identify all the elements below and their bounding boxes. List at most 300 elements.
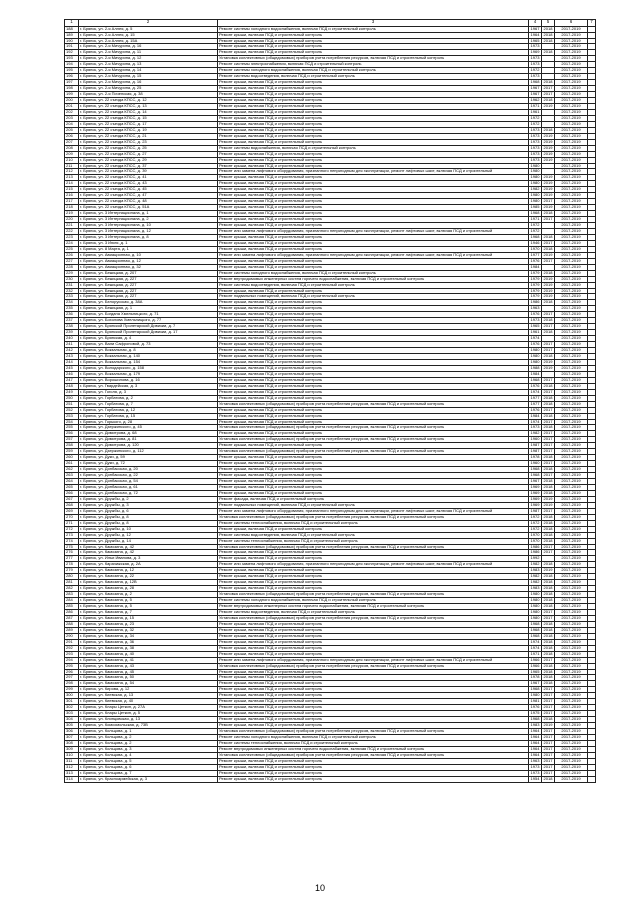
row-last-repair: 2019 bbox=[542, 157, 555, 163]
row-work-type: Ремонт крыши, включая ПСД и строительный контроль bbox=[218, 240, 529, 246]
row-work-type: Ремонт крыши, включая ПСД и строительный контроль bbox=[218, 234, 529, 240]
row-work-type: Ремонт крыши, включая ПСД и строительный контроль bbox=[218, 354, 529, 360]
row-address: г. Брянск, ул. 22 съезда КПСС, д. 51А bbox=[79, 205, 218, 211]
row-address: г. Брянск, ул. Клары Цеткин, д. 27А bbox=[79, 705, 218, 711]
row-period: 2017-2019 bbox=[555, 514, 588, 520]
row-work-type: Ремонт системы холодного водоснабжения, включая ПСД и строительный контроль bbox=[218, 68, 529, 74]
row-work-type: Ремонт крыши, включая ПСД и строительный контроль bbox=[218, 407, 529, 413]
row-period: 2017-2019 bbox=[555, 115, 588, 121]
row-work-type: Ремонт системы холодного водоснабжения, включая ПСД и строительный контроль bbox=[218, 735, 529, 741]
row-period: 2017-2019 bbox=[555, 455, 588, 461]
row-address: г. Брянск, ул. Донбасская, д. 22 bbox=[79, 473, 218, 479]
row-number: 273 bbox=[65, 532, 79, 538]
row-year-built: 1972 bbox=[529, 229, 542, 235]
row-period: 2017-2019 bbox=[555, 151, 588, 157]
row-work-type: Ремонт крыши, включая ПСД и строительный контроль bbox=[218, 365, 529, 371]
row-number: 296 bbox=[65, 669, 79, 675]
row-address: г. Брянск, ул. Гвардейская, д. 3 bbox=[79, 383, 218, 389]
row-last-repair: 2018 bbox=[542, 484, 555, 490]
row-year-built: 1979 bbox=[529, 294, 542, 300]
header-cell: 3 bbox=[218, 20, 529, 27]
row-last-repair: 2017 bbox=[542, 431, 555, 437]
row-last-repair: 2018 bbox=[542, 562, 555, 568]
row-address: г. Брянск, ул. Авиационная, д. 32 bbox=[79, 264, 218, 270]
row-last-repair: 2019 bbox=[542, 175, 555, 181]
row-last-repair: 2018 bbox=[542, 38, 555, 44]
row-last-repair: 2018 bbox=[542, 645, 555, 651]
row-number: 256 bbox=[65, 431, 79, 437]
row-period: 2017-2019 bbox=[555, 270, 588, 276]
row-year-built: 1976 bbox=[529, 312, 542, 318]
row-address: г. Брянск, ул. Камозина, д. 2 bbox=[79, 592, 218, 598]
row-last-repair: 2018 bbox=[542, 514, 555, 520]
row-period: 2017-2019 bbox=[555, 467, 588, 473]
row-period: 2017-2019 bbox=[555, 699, 588, 705]
row-number: 239 bbox=[65, 330, 79, 336]
row-last-repair: 2018 bbox=[542, 490, 555, 496]
row-number: 249 bbox=[65, 389, 79, 395]
row-last-repair: 2018 bbox=[542, 598, 555, 604]
row-work-type: Ремонт или замена лифтового оборудования, признанного непригодным для эксплуатации, ремонт лифтовых шахт, включая ПСД и строительный bbox=[218, 252, 529, 258]
row-number: 265 bbox=[65, 484, 79, 490]
row-number: 210 bbox=[65, 157, 79, 163]
row-address: г. Брянск, ул. Дружбы, д. 10 bbox=[79, 526, 218, 532]
row-number: 311 bbox=[65, 758, 79, 764]
row-address: г. Брянск, ул. 2-я Мичурина, д. 13 bbox=[79, 62, 218, 68]
row-address: г. Брянск, ул. 22 съезда КПСС, д. 23 bbox=[79, 139, 218, 145]
row-work-type: Ремонт крыши, включая ПСД и строительный контроль bbox=[218, 699, 529, 705]
row-period: 2017-2019 bbox=[555, 568, 588, 574]
row-work-type: Ремонт системы холодного водоснабжения, включая ПСД и строительный контроль bbox=[218, 598, 529, 604]
row-last-repair: 2018 bbox=[542, 669, 555, 675]
row-work-type: Ремонт крыши, включая ПСД и строительный контроль bbox=[218, 330, 529, 336]
row-number: 208 bbox=[65, 145, 79, 151]
row-period: 2017-2019 bbox=[555, 490, 588, 496]
row-year-built: 1980 bbox=[529, 693, 542, 699]
row-work-type: Ремонт крыши, включая ПСД и строительный контроль bbox=[218, 717, 529, 723]
row-number: 257 bbox=[65, 437, 79, 443]
row-last-repair: 2018 bbox=[542, 639, 555, 645]
row-year-built: 1980 bbox=[529, 199, 542, 205]
row-period: 2017-2019 bbox=[555, 746, 588, 752]
row-period: 2017-2019 bbox=[555, 610, 588, 616]
row-number: 229 bbox=[65, 270, 79, 276]
row-period: 2017-2019 bbox=[555, 723, 588, 729]
row-year-built: 1966 bbox=[529, 657, 542, 663]
row-period: 2017-2019 bbox=[555, 74, 588, 80]
row-address: г. Брянск, ул. 22 съезда КПСС, д. 43 bbox=[79, 181, 218, 187]
row-number: 304 bbox=[65, 717, 79, 723]
row-address: г. Брянск, ул. Кольцова, д. 3 bbox=[79, 746, 218, 752]
row-last-repair: 2018 bbox=[542, 675, 555, 681]
row-period: 2017-2019 bbox=[555, 252, 588, 258]
row-address: г. Брянск, ул. Красноармейская, д. 3 bbox=[79, 776, 218, 782]
row-work-type: Ремонт крыши, включая ПСД и строительный контроль bbox=[218, 175, 529, 181]
row-last-repair: 2018 bbox=[542, 318, 555, 324]
row-number: 252 bbox=[65, 407, 79, 413]
row-address: г. Брянск, ул. Комсомольская, д. 73В bbox=[79, 723, 218, 729]
row-period: 2017-2019 bbox=[555, 693, 588, 699]
row-number: 286 bbox=[65, 610, 79, 616]
row-work-type: Ремонт крыши, включая ПСД и строительный контроль bbox=[218, 199, 529, 205]
row-last-repair: 2017 bbox=[542, 544, 555, 550]
row-work-type: Ремонт крыши, включая ПСД и строительный контроль bbox=[218, 80, 529, 86]
row-last-repair: 2018 bbox=[542, 26, 555, 32]
row-work-type: Установка коллективных (общедомовых) приборов учета потребления ресурсов, включая ПСД и строительный контроль bbox=[218, 663, 529, 669]
row-address: г. Брянск, ул. Дружбы, д. 3 bbox=[79, 502, 218, 508]
row-address: г. Брянск, ул. Горбатова, д. 2 bbox=[79, 395, 218, 401]
row-address: г. Брянск, ул. Кольцова, д. 6 bbox=[79, 764, 218, 770]
row-period: 2017-2019 bbox=[555, 359, 588, 365]
row-address: г. Брянск, ул. 22 съезда КПСС, д. 39 bbox=[79, 169, 218, 175]
row-address: г. Брянск, ул. Дружбы, д. 12 bbox=[79, 532, 218, 538]
row-number: 274 bbox=[65, 538, 79, 544]
row-period: 2017-2019 bbox=[555, 401, 588, 407]
row-number: 303 bbox=[65, 711, 79, 717]
row-year-built: 1973 bbox=[529, 62, 542, 68]
page-number: 10 bbox=[314, 883, 325, 893]
row-year-built: 1960 bbox=[529, 437, 542, 443]
row-address: г. Брянск, ул. Камозина, д. 42 bbox=[79, 544, 218, 550]
row-last-repair: 2019 bbox=[542, 139, 555, 145]
row-work-type: Ремонт системы водоотведения, включая ПСД и строительный контроль bbox=[218, 74, 529, 80]
row-address: г. Брянск, ул. Донбасская, д. 20 bbox=[79, 467, 218, 473]
row-work-type: Ремонт крыши, включая ПСД и строительный контроль bbox=[218, 776, 529, 782]
row-number: 275 bbox=[65, 544, 79, 550]
row-period: 2017-2019 bbox=[555, 217, 588, 223]
row-number: 253 bbox=[65, 413, 79, 419]
row-last-repair: 2018 bbox=[542, 455, 555, 461]
row-number: 268 bbox=[65, 502, 79, 508]
row-address: г. Брянск, ул. 2-я Мичурина, д. 16 bbox=[79, 44, 218, 50]
row-address: г. Брянск, ул. Димитрова, д. 68 bbox=[79, 431, 218, 437]
row-period: 2017-2019 bbox=[555, 223, 588, 229]
row-number: 241 bbox=[65, 342, 79, 348]
row-address: г. Брянск, ул. Киевская, д. 13 bbox=[79, 693, 218, 699]
row-address: г. Брянск, ул. 2-я Мичурина, д. 25 bbox=[79, 86, 218, 92]
row-work-type: Ремонт крыши, включая ПСД и строительный контроль bbox=[218, 669, 529, 675]
row-number: 287 bbox=[65, 615, 79, 621]
row-address: г. Брянск, ул. Кольцова, д. 5 bbox=[79, 758, 218, 764]
row-last-repair: 2018 bbox=[542, 467, 555, 473]
row-number: 254 bbox=[65, 419, 79, 425]
row-address: г. Брянск, ул. 3 Интернационала, д. 1 bbox=[79, 211, 218, 217]
row-period: 2017-2019 bbox=[555, 288, 588, 294]
row-work-type: Ремонт крыши, включая ПСД и строительный контроль bbox=[218, 38, 529, 44]
row-number: 204 bbox=[65, 121, 79, 127]
row-work-type: Ремонт или замена лифтового оборудования, признанного непригодным для эксплуатации, ремонт лифтовых шахт, включая ПСД и строительный bbox=[218, 562, 529, 568]
row-period: 2017-2019 bbox=[555, 199, 588, 205]
row-period: 2017-2019 bbox=[555, 175, 588, 181]
row-address: г. Брянск, ул. Камозина, д. 22 bbox=[79, 574, 218, 580]
row-work-type: Ремонт крыши, включая ПСД и строительный контроль bbox=[218, 217, 529, 223]
row-last-repair: 2018 bbox=[542, 621, 555, 627]
row-work-type: Ремонт крыши, включая ПСД и строительный контроль bbox=[218, 133, 529, 139]
row-last-repair: 2018 bbox=[542, 246, 555, 252]
row-number: 248 bbox=[65, 383, 79, 389]
row-address: г. Брянск, ул. 2-я Аллея, д. 15А bbox=[79, 38, 218, 44]
row-work-type: Ремонт крыши, включая ПСД и строительный контроль bbox=[218, 484, 529, 490]
row-year-built: 1972 bbox=[529, 68, 542, 74]
row-year-built: 1982 bbox=[529, 431, 542, 437]
row-number: 246 bbox=[65, 371, 79, 377]
row-period: 2017-2019 bbox=[555, 98, 588, 104]
row-last-repair: 2017 bbox=[542, 258, 555, 264]
row-address: г. Брянск, ул. 22 съезда КПСС, д. 21 bbox=[79, 133, 218, 139]
row-year-built: 1968 bbox=[529, 211, 542, 217]
row-period: 2017-2019 bbox=[555, 86, 588, 92]
row-year-built: 1964 bbox=[529, 752, 542, 758]
row-last-repair: 2018 bbox=[542, 80, 555, 86]
row-address: г. Брянск, ул. 22 съезда КПСС, д. 37 bbox=[79, 163, 218, 169]
row-last-repair: 2019 bbox=[542, 205, 555, 211]
row-number: 235 bbox=[65, 306, 79, 312]
row-number: 306 bbox=[65, 729, 79, 735]
row-period: 2017-2019 bbox=[555, 538, 588, 544]
row-period: 2017-2019 bbox=[555, 740, 588, 746]
row-work-type: Ремонт крыши, включая ПСД и строительный контроль bbox=[218, 389, 529, 395]
row-address: г. Брянск, ул. 2-я Аллея, д. 5 bbox=[79, 26, 218, 32]
row-work-type: Установка коллективных (общедомовых) приборов учета потребления ресурсов, включая ПСД и строительный контроль bbox=[218, 514, 529, 520]
row-last-repair: 2018 bbox=[542, 211, 555, 217]
row-period: 2017-2019 bbox=[555, 526, 588, 532]
row-number: 225 bbox=[65, 246, 79, 252]
row-year-built: 1988 bbox=[529, 365, 542, 371]
row-work-type: Ремонт крыши, включая ПСД и строительный контроль bbox=[218, 44, 529, 50]
row-address: г. Брянск, ул. Дзержинского, д. 45 bbox=[79, 425, 218, 431]
row-work-type: Ремонт или замена лифтового оборудования, признанного непригодным для эксплуатации, ремонт лифтовых шахт, включая ПСД и строительный bbox=[218, 169, 529, 175]
row-period: 2017-2019 bbox=[555, 103, 588, 109]
row-number: 305 bbox=[65, 723, 79, 729]
row-year-built: 1968 bbox=[529, 234, 542, 240]
row-year-built: 1980 bbox=[529, 354, 542, 360]
row-work-type: Ремонт крыши, включая ПСД и строительный контроль bbox=[218, 181, 529, 187]
row-number: 280 bbox=[65, 574, 79, 580]
row-year-built: 1968 bbox=[529, 687, 542, 693]
row-year-built: 1969 bbox=[529, 50, 542, 56]
row-year-built: 1973 bbox=[529, 127, 542, 133]
row-year-built: 1972 bbox=[529, 121, 542, 127]
row-work-type: Ремонт крыши, включая ПСД и строительный контроль bbox=[218, 383, 529, 389]
row-year-built: 1973 bbox=[529, 145, 542, 151]
row-year-built: 1973 bbox=[529, 151, 542, 157]
row-work-type: Ремонт крыши, включая ПСД и строительный контроль bbox=[218, 115, 529, 121]
row-work-type: Ремонт внутридомовых инженерных систем горячего водоснабжения, включая ПСД и строительный контроль bbox=[218, 276, 529, 282]
row-year-built: 1973 bbox=[529, 770, 542, 776]
row-address: г. Брянск, ул. 22 съезда КПСС, д. 19 bbox=[79, 127, 218, 133]
row-address: г. Брянск, ул. Дружбы, д. 2 bbox=[79, 496, 218, 502]
row-last-repair: 2017 bbox=[542, 729, 555, 735]
row-last-repair: 2017 bbox=[542, 377, 555, 383]
row-last-repair: 2019 bbox=[542, 359, 555, 365]
row-address: г. Брянск, ул. 22 съезда КПСС, д. 47 bbox=[79, 193, 218, 199]
row-year-built: 1967 bbox=[529, 86, 542, 92]
row-number: 219 bbox=[65, 211, 79, 217]
row-number: 263 bbox=[65, 473, 79, 479]
row-year-built: 1964 bbox=[529, 746, 542, 752]
row-period: 2017-2019 bbox=[555, 675, 588, 681]
row-work-type: Ремонт крыши, включая ПСД и строительный контроль bbox=[218, 377, 529, 383]
row-last-repair: 2019 bbox=[542, 294, 555, 300]
row-address: г. Брянск, ул. Белорусская, д. 38А bbox=[79, 300, 218, 306]
row-period: 2017-2019 bbox=[555, 621, 588, 627]
row-work-type: Ремонт крыши, включая ПСД и строительный контроль bbox=[218, 121, 529, 127]
row-last-repair: 2017 bbox=[542, 758, 555, 764]
row-work-type: Ремонт крыши, включая ПСД и строительный контроль bbox=[218, 490, 529, 496]
row-period: 2017-2019 bbox=[555, 425, 588, 431]
row-address: г. Брянск, ул. Камозина, д. 23 bbox=[79, 621, 218, 627]
row-number: 297 bbox=[65, 675, 79, 681]
row-number: 242 bbox=[65, 348, 79, 354]
row-last-repair: 2017 bbox=[542, 473, 555, 479]
row-address: г. Брянск, ул. 3 Интернационала, д. 2 bbox=[79, 217, 218, 223]
row-year-built: 1974 bbox=[529, 645, 542, 651]
row-address: г. Брянск, ул. Гоголя, д. 3 bbox=[79, 389, 218, 395]
row-number: 223 bbox=[65, 234, 79, 240]
row-work-type: Ремонт крыши, включая ПСД и строительный контроль bbox=[218, 151, 529, 157]
row-address: г. Брянск, ул. 22 съезда КПСС, д. 27 bbox=[79, 151, 218, 157]
row-number: 188 bbox=[65, 26, 79, 32]
row-address: г. Брянск, ул. Авиационная, д. 10 bbox=[79, 252, 218, 258]
row-number: 238 bbox=[65, 324, 79, 330]
row-year-built: 1969 bbox=[529, 496, 542, 502]
row-address: г. Брянск, ул. Авиационная, д. 12 bbox=[79, 258, 218, 264]
row-period: 2017-2019 bbox=[555, 163, 588, 169]
row-period: 2017-2019 bbox=[555, 615, 588, 621]
row-year-built: 1984 bbox=[529, 413, 542, 419]
row-address: г. Брянск, ул. Донбасская, д. 54 bbox=[79, 479, 218, 485]
row-work-type: Ремонт крыши, включая ПСД и строительный контроль bbox=[218, 574, 529, 580]
row-address: г. Брянск, ул. Володарского, д. 158 bbox=[79, 365, 218, 371]
row-last-repair: 2019 bbox=[542, 568, 555, 574]
row-number: 220 bbox=[65, 217, 79, 223]
row-year-built: 1976 bbox=[529, 407, 542, 413]
row-address: г. Брянск, ул. Камозина, д. 42 bbox=[79, 550, 218, 556]
row-period: 2017-2019 bbox=[555, 508, 588, 514]
row-last-repair: 2017 bbox=[542, 550, 555, 556]
row-period: 2017-2019 bbox=[555, 651, 588, 657]
row-last-repair: 2017 bbox=[542, 508, 555, 514]
row-number: 300 bbox=[65, 693, 79, 699]
row-year-built: 1965 bbox=[529, 324, 542, 330]
row-work-type: Ремонт крыши, включая ПСД и строительный контроль bbox=[218, 312, 529, 318]
row-number: 313 bbox=[65, 770, 79, 776]
row-last-repair: 2018 bbox=[542, 633, 555, 639]
row-address: г. Брянск, ул. Камозина, д. 28 bbox=[79, 586, 218, 592]
row-number: 251 bbox=[65, 401, 79, 407]
row-address: г. Брянск, ул. Горького, д. 28 bbox=[79, 419, 218, 425]
row-work-type: Ремонт крыши, включая ПСД и строительный контроль bbox=[218, 413, 529, 419]
row-year-built: 1977 bbox=[529, 401, 542, 407]
row-address: г. Брянск, ул. 22 съезда КПСС, д. 45 bbox=[79, 187, 218, 193]
row-period: 2017-2019 bbox=[555, 758, 588, 764]
row-number: 213 bbox=[65, 175, 79, 181]
row-year-built: 1968 bbox=[529, 377, 542, 383]
row-year-built: 1969 bbox=[529, 484, 542, 490]
row-year-built: 1960 bbox=[529, 461, 542, 467]
row-work-type: Ремонт крыши, включая ПСД и строительный контроль bbox=[218, 359, 529, 365]
row-address: г. Брянск, ул. 3 Июля, д. 1 bbox=[79, 240, 218, 246]
row-address: г. Брянск, ул. Донбасская, д. 61 bbox=[79, 484, 218, 490]
row-last-repair: 2017 bbox=[542, 657, 555, 663]
row-work-type: Ремонт крыши, включая ПСД и строительный контроль bbox=[218, 681, 529, 687]
row-work-type: Ремонт крыши, включая ПСД и строительный контроль bbox=[218, 568, 529, 574]
row-number: 203 bbox=[65, 115, 79, 121]
row-year-built: 1961 bbox=[529, 330, 542, 336]
row-year-built: 1969 bbox=[529, 502, 542, 508]
row-work-type: Ремонт крыши, включая ПСД и строительный контроль bbox=[218, 371, 529, 377]
row-address: г. Брянск, ул. 22 съезда КПСС, д. 15 bbox=[79, 115, 218, 121]
row-year-built: 1969 bbox=[529, 490, 542, 496]
row-year-built: 1972 bbox=[529, 526, 542, 532]
row-work-type: Ремонт крыши, включая ПСД и строительный контроль bbox=[218, 758, 529, 764]
row-address: г. Брянск, ул. Горбатова, д. 12 bbox=[79, 407, 218, 413]
row-work-type: Ремонт внутридомовых инженерных систем горячего водоснабжения, включая ПСД и строительный контроль bbox=[218, 746, 529, 752]
row-address: г. Брянск, ул. 22 съезда КПСС, д. 14 bbox=[79, 109, 218, 115]
row-number: 309 bbox=[65, 746, 79, 752]
row-address: г. Брянск, ул. Ильи Иванова, д. 3 bbox=[79, 556, 218, 562]
row-number: 243 bbox=[65, 354, 79, 360]
row-work-type: Ремонт крыши, включая ПСД и строительный контроль bbox=[218, 639, 529, 645]
row-number: 314 bbox=[65, 776, 79, 782]
row-last-repair: 2017 bbox=[542, 752, 555, 758]
table-header-row bbox=[65, 20, 596, 27]
row-number: 258 bbox=[65, 443, 79, 449]
row-number: 279 bbox=[65, 568, 79, 574]
row-number: 271 bbox=[65, 520, 79, 526]
row-period: 2017-2019 bbox=[555, 735, 588, 741]
row-year-built: 1982 bbox=[529, 580, 542, 586]
header-cell: 7 bbox=[588, 20, 596, 27]
row-last-repair: 2018 bbox=[542, 627, 555, 633]
row-address: г. Брянск, ул. Брянской Пролетарской Дивизии, д. 17 bbox=[79, 330, 218, 336]
row-address: г. Брянск, ул. Камозина, д. 7 bbox=[79, 610, 218, 616]
row-period: 2017-2019 bbox=[555, 169, 588, 175]
row-last-repair: 2017 bbox=[542, 693, 555, 699]
row-year-built: 1968 bbox=[529, 621, 542, 627]
row-work-type: Ремонт подвальных помещений, включая ПСД и строительный контроль bbox=[218, 294, 529, 300]
row-address: г. Брянск, ул. Камозина, д. 12В bbox=[79, 580, 218, 586]
row-address: г. Брянск, ул. Киевская, д. 40 bbox=[79, 699, 218, 705]
row-year-built: 1974 bbox=[529, 419, 542, 425]
row-number: 260 bbox=[65, 455, 79, 461]
row-work-type: Ремонт крыши, включая ПСД и строительный контроль bbox=[218, 550, 529, 556]
row-last-repair: 2019 bbox=[542, 502, 555, 508]
row-work-type: Ремонт крыши, включая ПСД и строительный контроль bbox=[218, 187, 529, 193]
row-period: 2017-2019 bbox=[555, 38, 588, 44]
row-work-type: Ремонт подвальных помещений, включая ПСД и строительный контроль bbox=[218, 502, 529, 508]
row-year-built: 1982 bbox=[529, 562, 542, 568]
row-period: 2017-2019 bbox=[555, 211, 588, 217]
row-work-type: Ремонт крыши, включая ПСД и строительный контроль bbox=[218, 139, 529, 145]
row-year-built: 1973 bbox=[529, 157, 542, 163]
row-year-built: 1979 bbox=[529, 270, 542, 276]
row-year-built: 1973 bbox=[529, 133, 542, 139]
row-period: 2017-2019 bbox=[555, 461, 588, 467]
row-address: г. Брянск, ул. Бежицкая, д. 227 bbox=[79, 276, 218, 282]
row-year-built: 1983 bbox=[529, 723, 542, 729]
row-address: г. Брянск, ул. Камозина, д. 15 bbox=[79, 615, 218, 621]
row-address: г. Брянск, ул. 22 съезда КПСС, д. 41 bbox=[79, 175, 218, 181]
row-year-built: 1973 bbox=[529, 425, 542, 431]
row-number: 285 bbox=[65, 604, 79, 610]
row-number: 290 bbox=[65, 633, 79, 639]
row-number: 215 bbox=[65, 187, 79, 193]
row-address: г. Брянск, ул. 2-я Аллея, д. 15 bbox=[79, 32, 218, 38]
row-work-type: Ремонт крыши, включая ПСД и строительный контроль bbox=[218, 50, 529, 56]
row-number: 272 bbox=[65, 526, 79, 532]
row-year-built: 1968 bbox=[529, 467, 542, 473]
